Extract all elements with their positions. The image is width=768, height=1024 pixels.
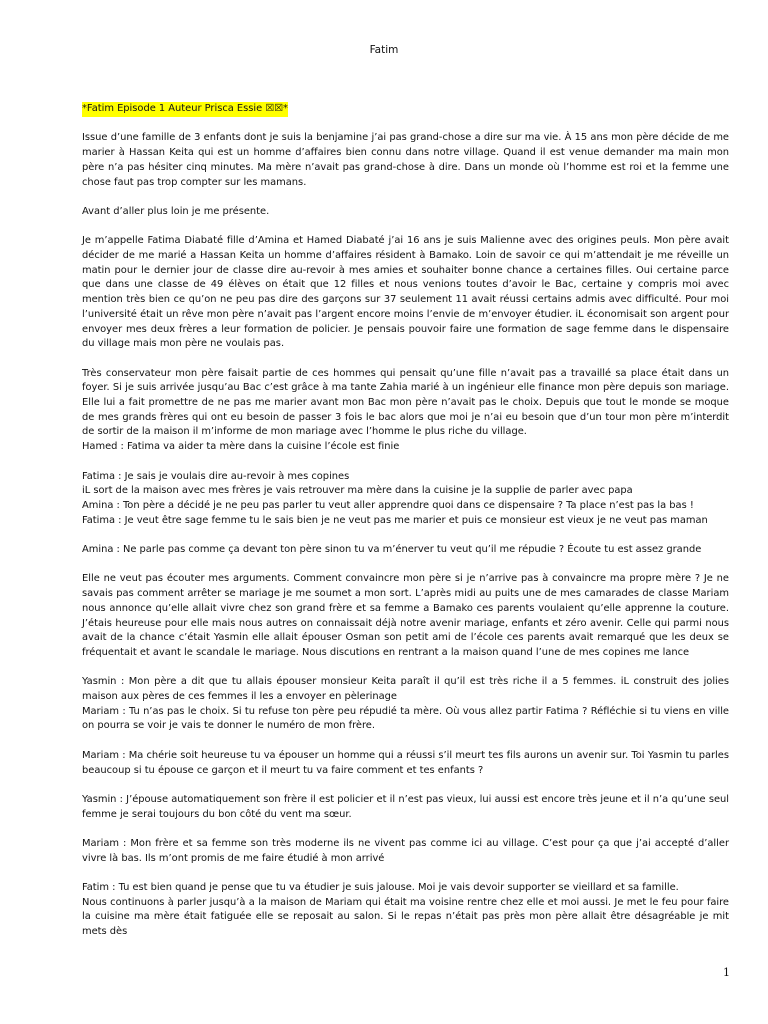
dialogue-line: Amina : Ne parle pas comme ça devant ton père sinon tu va m’énerver tu veut qu’il me répudie ? Écoute tu est assez grande — [82, 544, 702, 555]
paragraph-2 — [82, 205, 729, 220]
text-line: Très conservateur mon père faisait partie de ces hommes qui pensait qu’une fille n’avait pas a travaillé sa place était dans un foyer. Si je suis arrivée jusqu’au Bac c’est grâce à ma tante Zahia marié à un ingénieur elle finance mon père depuis son mariage. Elle lui a fait promettre de ne pas me marier avant mon Bac mon père n’avait pas le choix. Depuis que tout le monde se moque de mes grands frères qui ont eu besoin de passer 3 fois le bac alors que moi je n’ai eu besoin que d’un tour mon père m’interdit de sortir de la maison il m’informe de mon mariage avec l’homme le plus riche du village. — [82, 367, 729, 438]
text-line: Avant d’aller plus loin je me présente. — [82, 205, 270, 217]
paragraph-7 — [82, 572, 729, 660]
dialogue-line: Amina : Ton père a décidé je ne peu pas parler tu veut aller apprendre quoi dans ce dispensaire ? Ta place n’est pas la bas ! — [82, 499, 694, 511]
dialogue-line: Yasmin : Mon père a dit que tu allais épouser monsieur Keita paraît il qu’il est très riche il a 5 femmes. iL construit des jolies maison aux pères de ces femmes il les a envoyer en pèlerinage — [82, 676, 729, 702]
paragraph-8 — [82, 675, 729, 734]
paragraph-5 — [82, 470, 729, 529]
dialogue-line: Fatima : Je sais je voulais dire au-revoir à mes copines — [82, 470, 350, 482]
episode-title: *Fatim Episode 1 Auteur Prisca Essie ☒☒* — [82, 102, 288, 117]
page-header: Fatim — [369, 44, 399, 56]
text-line: Elle ne veut pas écouter mes arguments. Comment convaincre mon père si je n’arrive pas à convaincre ma propre mère ? Je ne savais pas comment arrêter se mariage je me soumet a mon sort. L’après midi au puits une de mes camarades de classe Mariam nous annonce qu’elle allait vivre chez son grand frère et sa femme a Bamako ces parents voulaient qu’elle apprenne la couture. J’étais heureuse pour elle mais nous autres on connaissait déjà notre avenir mariage, enfants et zéro avenir. Celle qui parmi nous avait de la chance c’était Yasmin elle allait épouser Osman son petit ami de l’école ces parents avait remarqué que les deux se fréquentait et avant le scandale le mariage. Nous discutions en rentrant a la maison quand l’une de mes copines me lance — [82, 573, 729, 658]
dialogue-line: Hamed : Fatima va aider ta mère dans la cuisine l’école est finie — [82, 441, 400, 453]
text-line: Je m’appelle Fatima Diabaté fille d’Amina et Hamed Diabaté j’ai 16 ans je suis Malienne avec des origines peuls. Mon père avait décider de me marié a Hassan Keita un homme d’affaires résident à Bamako. Loin de savoir ce qui m’attendait je me réveille un matin pour le dernier jour de classe dire au-revoir à mes amies et souhaiter bonne chance a certaines filles. Oui certaine parce que dans une classe de 49 élèves on était que 12 filles et nous venions toutes d’avoir le Bac, certaine y compris moi avec mention très bien ce qu’on ne peu pas dire des garçons sur 37 seulement 11 avait réussi certains admis avec difficulté. Pour moi l’université était un rêve mon père n’avait pas l’argent encore moins l’envie de m’envoyer étudier. iL économisait son argent pour envoyer mes deux frères a leur formation de policier. Je pensais pouvoir faire une formation de sage femme dans le dispensaire du village mais mon père ne voulais pas. — [82, 235, 729, 350]
paragraph-11 — [82, 837, 729, 866]
paragraph-4 — [82, 367, 729, 455]
paragraph-12 — [82, 881, 729, 940]
text-line: Nous continuons à parler jusqu’à a la maison de Mariam qui était ma voisine rentre chez elle et moi aussi. Je met le feu pour faire la cuisine ma mère était fatiguée elle se reposait au salon. Si le repas n’était pas près mon père allait être désagréable je mit mets dès — [82, 896, 729, 938]
dialogue-line: Mariam : Mon frère et sa femme son très moderne ils ne vivent pas comme ici au village. C’est pour ça que j’ai accepté d’aller vivre là bas. Ils m’ont promis de me faire étudié à mon arrivé — [82, 837, 729, 864]
dialogue-line: Fatima : Je veut être sage femme tu le sais bien je ne veut pas me marier et puis ce monsieur est vieux je ne veut pas maman — [82, 514, 708, 526]
dialogue-line: Fatim : Tu est bien quand je pense que tu va étudier je suis jalouse. Moi je vais devoir supporter se vieillard et sa famille. — [82, 882, 679, 894]
text-line: iL sort de la maison avec mes frères je vais retrouver ma mère dans la cuisine je la supplie de parler avec papa — [82, 485, 633, 497]
text-line: Issue d’une famille de 3 enfants dont je suis la benjamine j’ai pas grand-chose a dire sur ma vie. À 15 ans mon père décide de me marier à Hassan Keita qui est un homme d’affaires bien connu dans notre village. Quand il est venue demander ma main mon père n’a pas hésiter cinq minutes. Ma mère n’avait pas grand-chose à dire. Dans un monde où l’homme est roi et la femme une chose faut pas trop compter sur les mamans. — [82, 132, 729, 188]
paragraph-3 — [82, 234, 729, 352]
dialogue-line: Mariam : Ma chérie soit heureuse tu va épouser un homme qui a réussi s’il meurt tes fils aurons un avenir sur. Toi Yasmin tu parles beaucoup si tu épouse ce garçon et il meurt tu va faire comment et tes enfants ? — [82, 749, 729, 776]
document-body — [82, 102, 729, 955]
paragraph-9 — [82, 749, 729, 778]
page-number: 1 — [723, 966, 730, 979]
paragraph-6 — [82, 543, 729, 558]
paragraph-10 — [82, 793, 729, 822]
paragraph-1 — [82, 131, 729, 190]
dialogue-line: Yasmin : J’épouse automatiquement son frère il est policier et il n’est pas vieux, lui aussi est encore très jeune et il n’a qu’une seul femme je serai toujours du bon côté du vent ma sœur. — [82, 793, 729, 820]
dialogue-line: Mariam : Tu n’as pas le choix. Si tu refuse ton père peu répudié ta mère. Où vous allez partir Fatima ? Réfléchie si tu viens en ville on pourra se voir je vais te donner le numéro de mon frère. — [82, 705, 729, 732]
